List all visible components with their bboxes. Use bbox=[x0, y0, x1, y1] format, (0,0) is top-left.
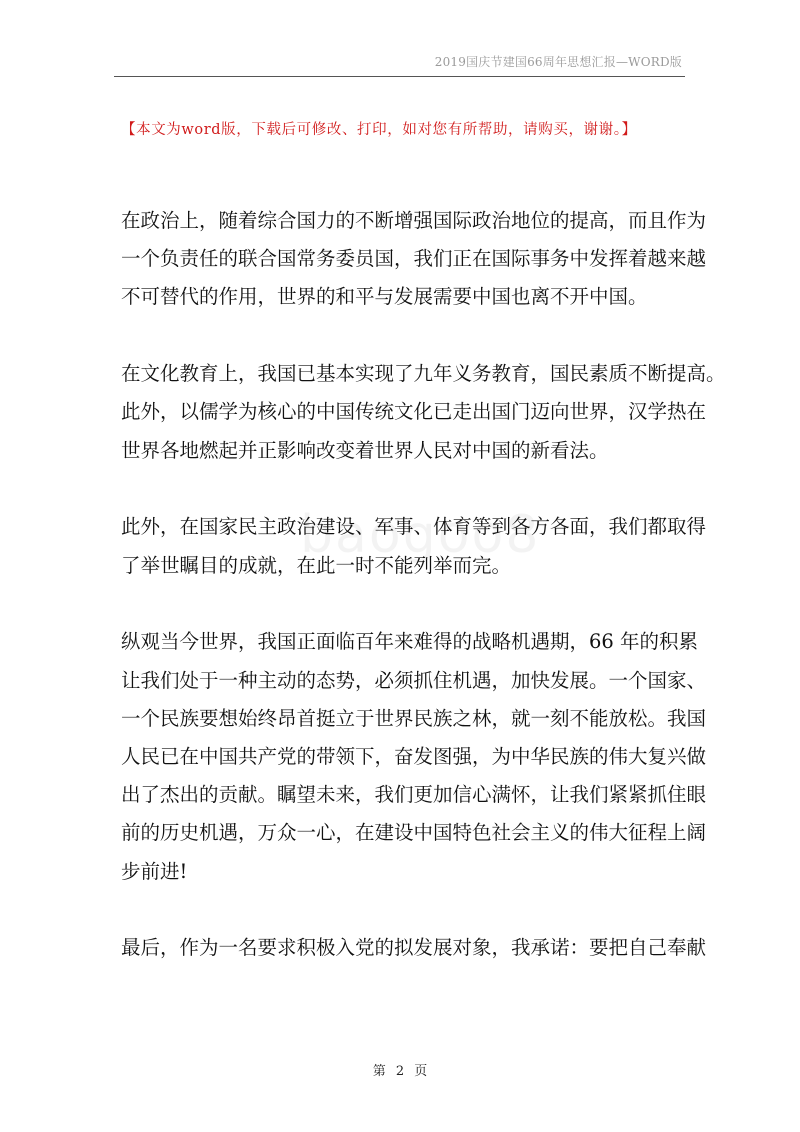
text-line: 此外，在国家民主政治建设、军事、体育等到各方各面，我们都取得 bbox=[121, 515, 707, 539]
page-number-prefix: 第 bbox=[372, 1064, 386, 1079]
text-line: 一个民族要想始终昂首挺立于世界民族之林，就一刻不能放松。我国 bbox=[121, 706, 707, 730]
page-number-footer bbox=[0, 1060, 800, 1079]
text-line: 步前进! bbox=[121, 859, 188, 883]
text-line: 在文化教育上，我国已基本实现了九年义务教育，国民素质不断提高。 bbox=[121, 362, 726, 386]
document-body bbox=[121, 202, 726, 1006]
text-line: 出了杰出的贡献。瞩望未来，我们更加信心满怀，让我们紧紧抓住眼 bbox=[121, 783, 707, 807]
paragraph-culture-education bbox=[121, 355, 726, 470]
paragraph-world-outlook bbox=[121, 623, 707, 890]
text-line: 一个负责任的联合国常务委员国，我们正在国际事务中发挥着越来越 bbox=[121, 247, 707, 271]
text-line: 最后，作为一名要求积极入党的拟发展对象，我承诺：要把自己奉献 bbox=[121, 936, 707, 960]
text-line: 在政治上，随着综合国力的不断增强国际政治地位的提高，而且作为 bbox=[121, 209, 707, 232]
text-line: 了举世瞩目的成就，在此一时不能列举而完。 bbox=[121, 553, 512, 577]
header-title: 2019国庆节建国66周年思想汇报—WORD版 bbox=[434, 55, 682, 69]
page-number-suffix: 页 bbox=[414, 1064, 428, 1079]
text-line: 让我们处于一种主动的态势，必须抓住机遇，加快发展。一个国家、 bbox=[121, 668, 707, 692]
paragraph-commitment bbox=[121, 929, 707, 967]
text-line: 此外，以儒学为核心的中国传统文化已走出国门迈向世界，汉学热在 bbox=[121, 400, 707, 424]
header-divider bbox=[114, 76, 685, 77]
paragraph-politics bbox=[121, 202, 707, 317]
text-line: 世界各地燃起并正影响改变着世界人民对中国的新看法。 bbox=[121, 438, 609, 462]
text-line: 不可替代的作用，世界的和平与发展需要中国也离不开中国。 bbox=[121, 285, 648, 309]
text-line: 纵观当今世界，我国正面临百年来难得的战略机遇期，66 年的积累 bbox=[121, 630, 699, 654]
paragraph-other-achievements bbox=[121, 508, 707, 584]
page-number: 2 bbox=[395, 1064, 405, 1079]
text-line: 前的历史机遇，万众一心，在建设中国特色社会主义的伟大征程上阔 bbox=[121, 821, 707, 845]
text-line: 人民已在中国共产党的带领下，奋发图强，为中华民族的伟大复兴做 bbox=[121, 745, 707, 769]
purchase-notice: 【本文为word版，下载后可修改、打印，如对您有所帮助，请购买，谢谢。】 bbox=[121, 122, 637, 138]
